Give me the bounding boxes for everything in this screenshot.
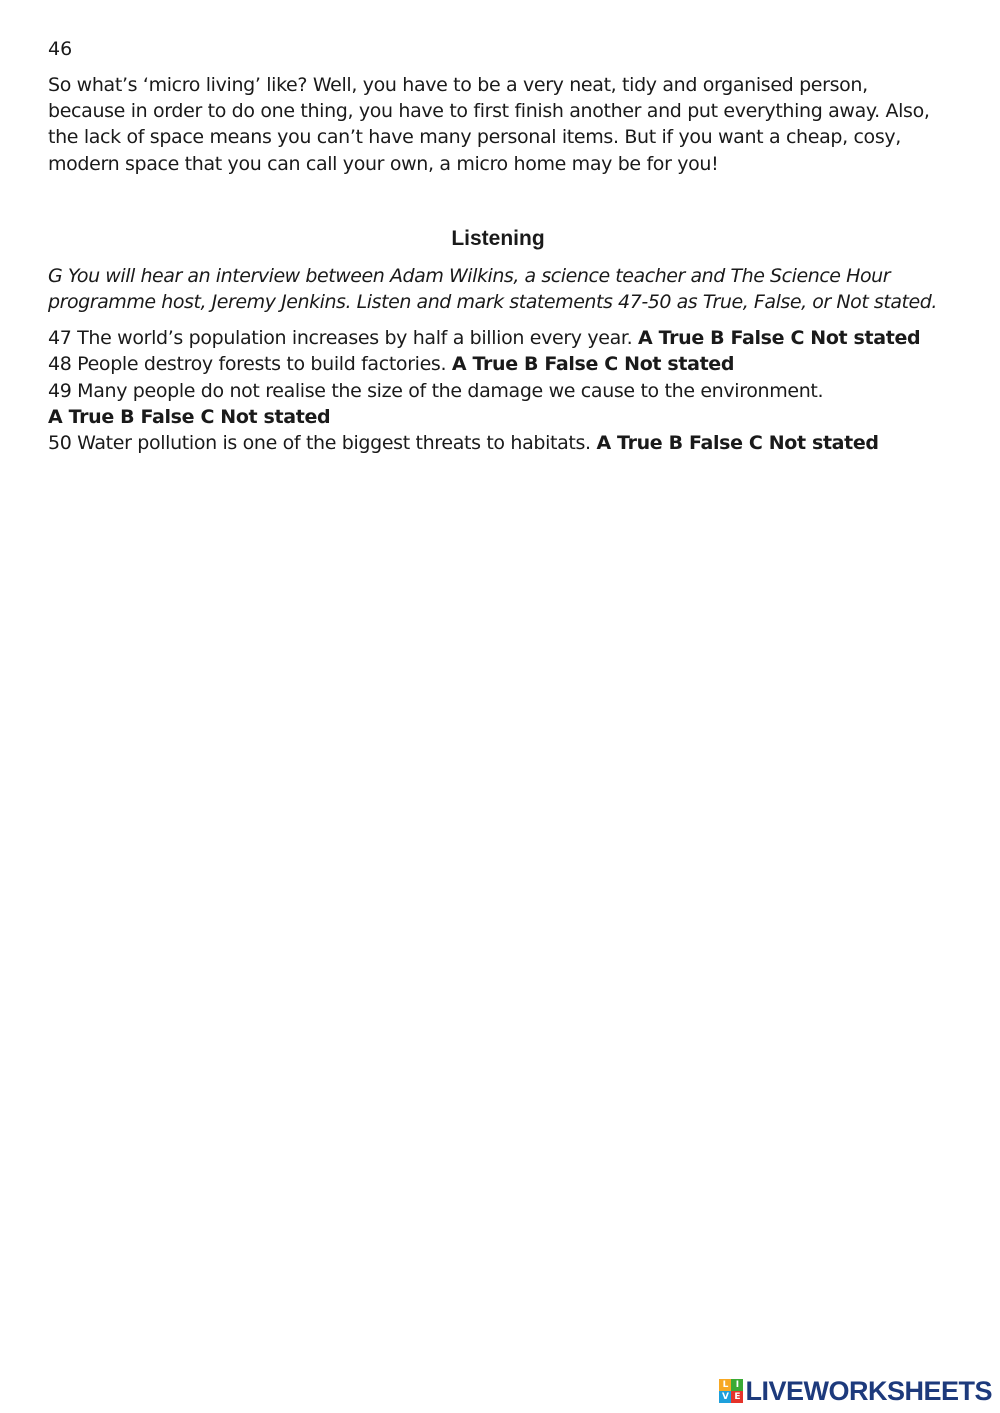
question-47 — [48, 325, 948, 351]
logo-letter-v: V — [719, 1391, 731, 1403]
question-49-options[interactable]: A True B False C Not stated — [48, 405, 331, 428]
question-47-text: 47 The world’s population increases by half a billion every year. — [48, 327, 638, 350]
question-48 — [48, 351, 948, 377]
page-number: 46 — [48, 38, 73, 60]
reading-paragraph: So what’s ‘micro living’ like? Well, you have to be a very neat, tidy and organised person, because in order to do one thing, you have to first finish another and put everything away. Also, the lack of space means you can’t have many personal items. But if you want a cheap, cosy, modern space that you can call your own, a micro home may be for you! — [48, 74, 930, 175]
logo-letter-e: E — [731, 1391, 743, 1403]
question-48-options[interactable]: A True B False C Not stated — [451, 353, 735, 376]
question-48-text: 48 People destroy forests to build factories. — [48, 353, 452, 376]
question-49 — [48, 378, 948, 404]
question-49-text: 49 Many people do not realise the size of the damage we cause to the environment. — [48, 379, 824, 402]
worksheet-page — [48, 36, 948, 456]
listening-instructions: G You will hear an interview between Adam Wilkins, a science teacher and The Science Hour programme host, Jeremy Jenkins. Listen and mark statements 47-50 as True, False, or Not stated. — [48, 264, 937, 314]
question-49-options-line — [48, 404, 948, 430]
logo-letter-l: L — [719, 1379, 731, 1391]
question-47-options[interactable]: A True B False C Not stated — [638, 327, 921, 350]
liveworksheets-logo-icon — [719, 1379, 743, 1403]
question-50-text: 50 Water pollution is one of the biggest threats to habitats. — [48, 432, 597, 455]
question-list — [48, 325, 948, 456]
liveworksheets-logo-text: LIVEWORKSHEETS — [745, 1375, 992, 1406]
listening-heading: Listening — [451, 226, 545, 250]
question-50 — [48, 430, 948, 456]
question-50-options[interactable]: A True B False C Not stated — [596, 432, 879, 455]
logo-letter-i: I — [731, 1379, 743, 1391]
liveworksheets-logo — [719, 1377, 992, 1405]
